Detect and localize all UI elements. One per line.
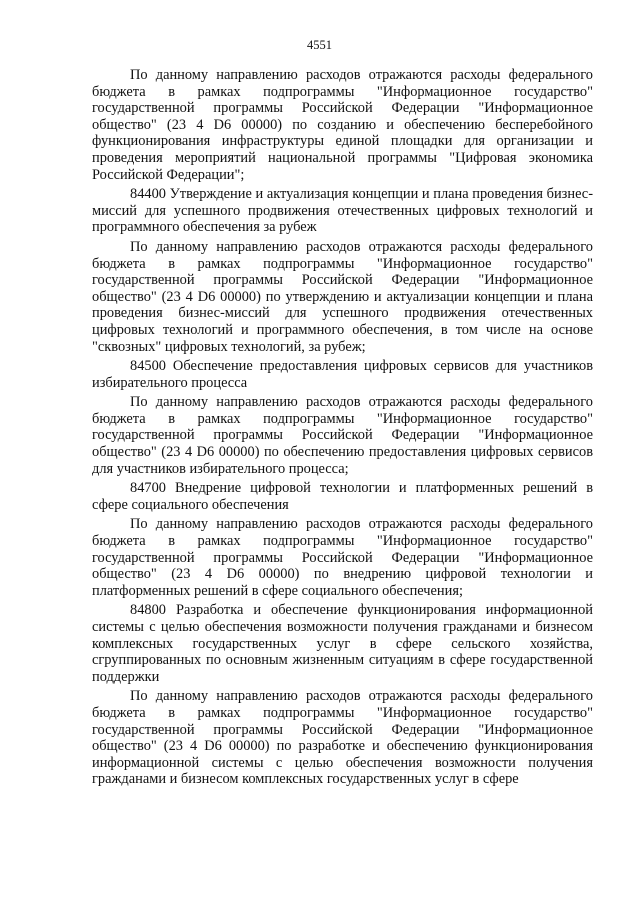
paragraph-description: По данному направлению расходов отражаются расходы федерального бюджета в рамках подпрограммы "Информационное государство" государственной программы Российской Федерации "Информационное общество" (23 4 D6 00000) по внедрению цифровой технологии и платформенных решений в сфере социального обеспечения; xyxy=(92,516,593,599)
paragraph-code-heading: 84500 Обеспечение предоставления цифровых сервисов для участников избирательного процесса xyxy=(92,358,593,391)
paragraph-description: По данному направлению расходов отражаются расходы федерального бюджета в рамках подпрограммы "Информационное государство" государственной программы Российской Федерации "Информационное общество" (23 4 D6 00000) по разработке и обеспечению функционирования информационной системы с целью обеспечения возможности получения гражданами и бизнесом комплексных государственных услуг в сфере xyxy=(92,688,593,788)
paragraph-description: По данному направлению расходов отражаются расходы федерального бюджета в рамках подпрограммы "Информационное государство" государственной программы Российской Федерации "Информационное общество" (23 4 D6 00000) по обеспечению предоставления цифровых сервисов для участников избирательного процесса; xyxy=(92,394,593,477)
page-number: 4551 xyxy=(307,38,332,52)
document-body xyxy=(92,67,593,791)
paragraph-code-heading: 84700 Внедрение цифровой технологии и платформенных решений в сфере социального обеспечения xyxy=(92,480,593,513)
paragraph-description: По данному направлению расходов отражаются расходы федерального бюджета в рамках подпрограммы "Информационное государство" государственной программы Российской Федерации "Информационное общество" (23 4 D6 00000) по созданию и обеспечению бесперебойного функционирования инфраструктуры единой площадки для организации и проведения мероприятий национальной программы "Цифровая экономика Российской Федерации"; xyxy=(92,67,593,183)
paragraph-code-heading: 84800 Разработка и обеспечение функционирования информационной системы с целью обеспечения возможности получения гражданами и бизнесом комплексных государственных услуг в сфере сельского хозяйства, сгруппированных по основным жизненным ситуациям в сфере государственной поддержки xyxy=(92,602,593,685)
paragraph-code-heading: 84400 Утверждение и актуализация концепции и плана проведения бизнес-миссий для успешного продвижения отечественных цифровых технологий и программного обеспечения за рубеж xyxy=(92,186,593,236)
paragraph-description: По данному направлению расходов отражаются расходы федерального бюджета в рамках подпрограммы "Информационное государство" государственной программы Российской Федерации "Информационное общество" (23 4 D6 00000) по утверждению и актуализации концепции и плана проведения бизнес-миссий для успешного продвижения отечественных цифровых технологий и программного обеспечения, в том числе на основе "сквозных" цифровых технологий, за рубеж; xyxy=(92,238,593,355)
